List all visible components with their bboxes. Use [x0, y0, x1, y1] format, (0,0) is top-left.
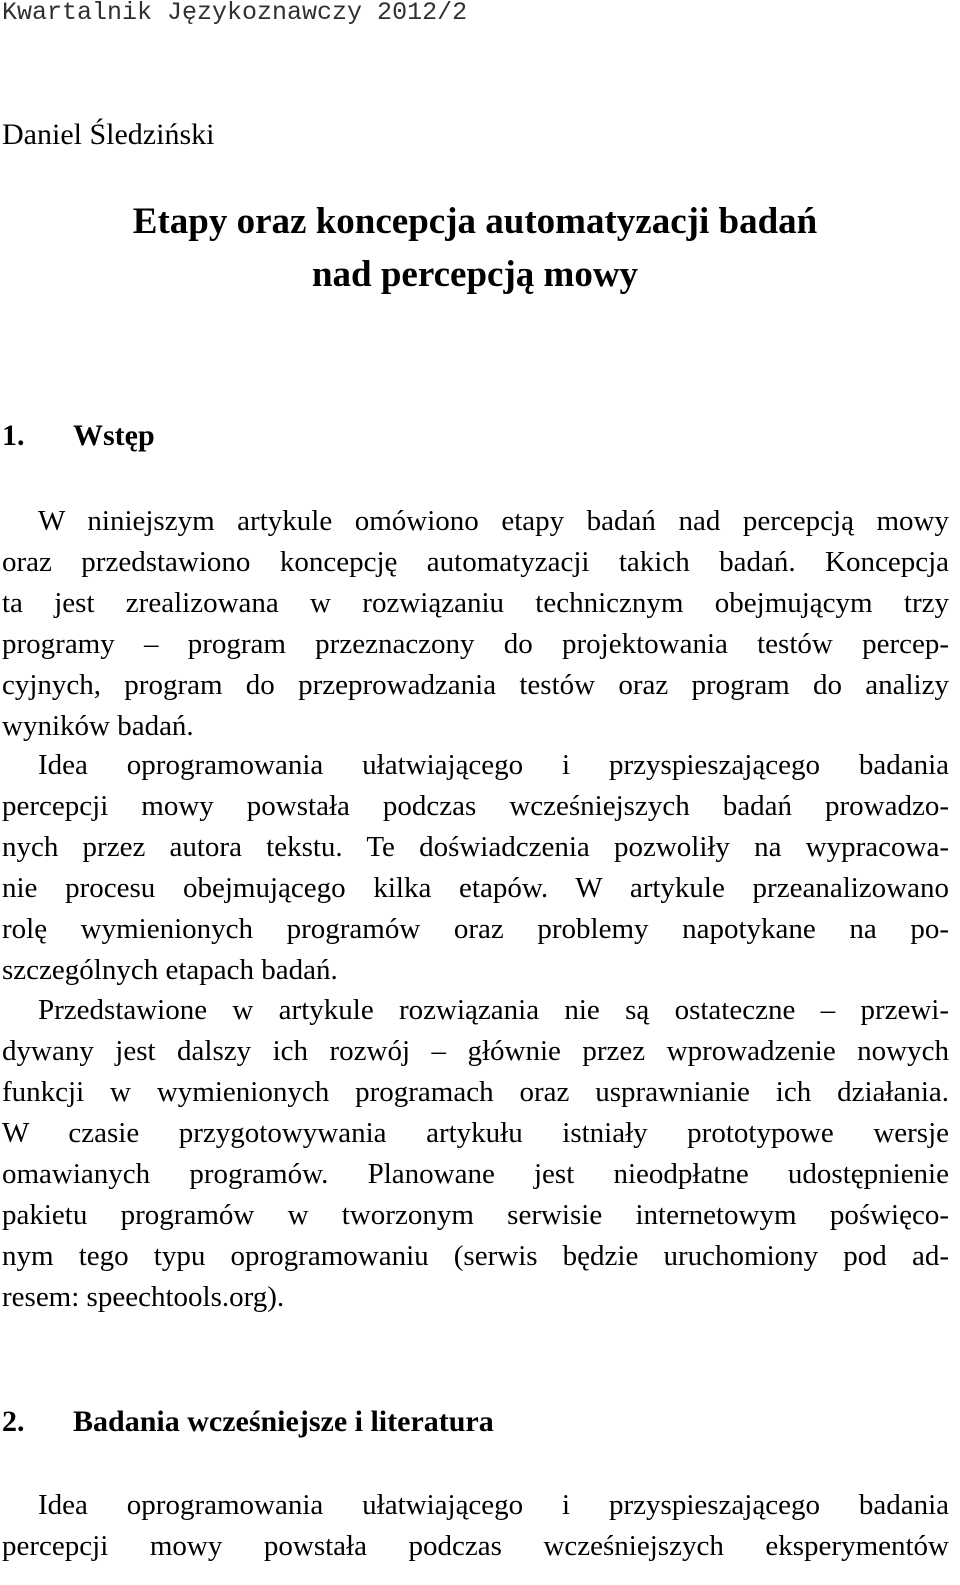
article-title	[0, 195, 950, 301]
text-line: Idea oprogramowania ułatwiającego i przyspieszającego badania	[38, 1489, 949, 1521]
text-line: resem: speechtools.org).	[2, 1281, 285, 1313]
text-line: percepcji mowy powstała podczas wcześniejszych eksperymentów	[2, 1530, 949, 1562]
text-line: W czasie przygotowywania artykułu istniały prototypowe wersje	[2, 1117, 949, 1149]
section-title: Badania wcześniejsze i literatura	[73, 1405, 494, 1438]
section-number: 2.	[2, 1405, 25, 1438]
paragraph	[2, 501, 949, 747]
text-line: Przedstawione w artykule rozwiązania nie są ostateczne – przewi-	[38, 994, 949, 1026]
text-line: omawianych programów. Planowane jest nieodpłatne udostępnienie	[2, 1158, 949, 1190]
article-title-line: nad percepcją mowy	[311, 254, 639, 295]
text-line: nych przez autora tekstu. Te doświadczenia pozwoliły na wypracowa-	[2, 831, 949, 863]
journal-header: Kwartalnik Językoznawczy 2012/2	[2, 0, 468, 27]
section-title: Wstęp	[73, 419, 155, 452]
text-line: nym tego typu oprogramowaniu (serwis będzie uruchomiony pod ad-	[2, 1240, 949, 1272]
text-line: percepcji mowy powstała podczas wcześniejszych badań prowadzo-	[2, 790, 949, 822]
paragraph	[2, 990, 949, 1318]
text-line: pakietu programów w tworzonym serwisie internetowym poświęco-	[2, 1199, 949, 1231]
paragraph	[2, 745, 949, 991]
text-line: nie procesu obejmującego kilka etapów. W artykule przeanalizowano	[2, 872, 949, 904]
text-line: wyników badań.	[2, 710, 194, 742]
text-line: cyjnych, program do przeprowadzania testów oraz program do analizy	[2, 669, 949, 701]
text-line: W niniejszym artykule omówiono etapy badań nad percepcją mowy	[38, 505, 949, 537]
text-line: funkcji w wymienionych programach oraz usprawnianie ich działania.	[2, 1076, 949, 1108]
text-line: dywany jest dalszy ich rozwój – głównie przez wprowadzenie nowych	[2, 1035, 949, 1067]
text-line: ta jest zrealizowana w rozwiązaniu technicznym obejmującym trzy	[2, 587, 949, 619]
section-heading-intro	[2, 418, 155, 454]
section-heading-literature	[2, 1404, 494, 1440]
text-line: Idea oprogramowania ułatwiającego i przyspieszającego badania	[38, 749, 949, 781]
article-title-line: Etapy oraz koncepcja automatyzacji badań	[132, 201, 818, 242]
text-line: oraz przedstawiono koncepcję automatyzacji takich badań. Koncepcja	[2, 546, 949, 578]
text-line: rolę wymienionych programów oraz problemy napotykane na po-	[2, 913, 949, 945]
text-line: szczególnych etapach badań.	[2, 954, 338, 986]
paragraph	[2, 1485, 949, 1567]
text-line: programy – program przeznaczony do projektowania testów percep-	[2, 628, 949, 660]
section-number: 1.	[2, 419, 25, 452]
author-name: Daniel Śledziński	[2, 118, 215, 151]
